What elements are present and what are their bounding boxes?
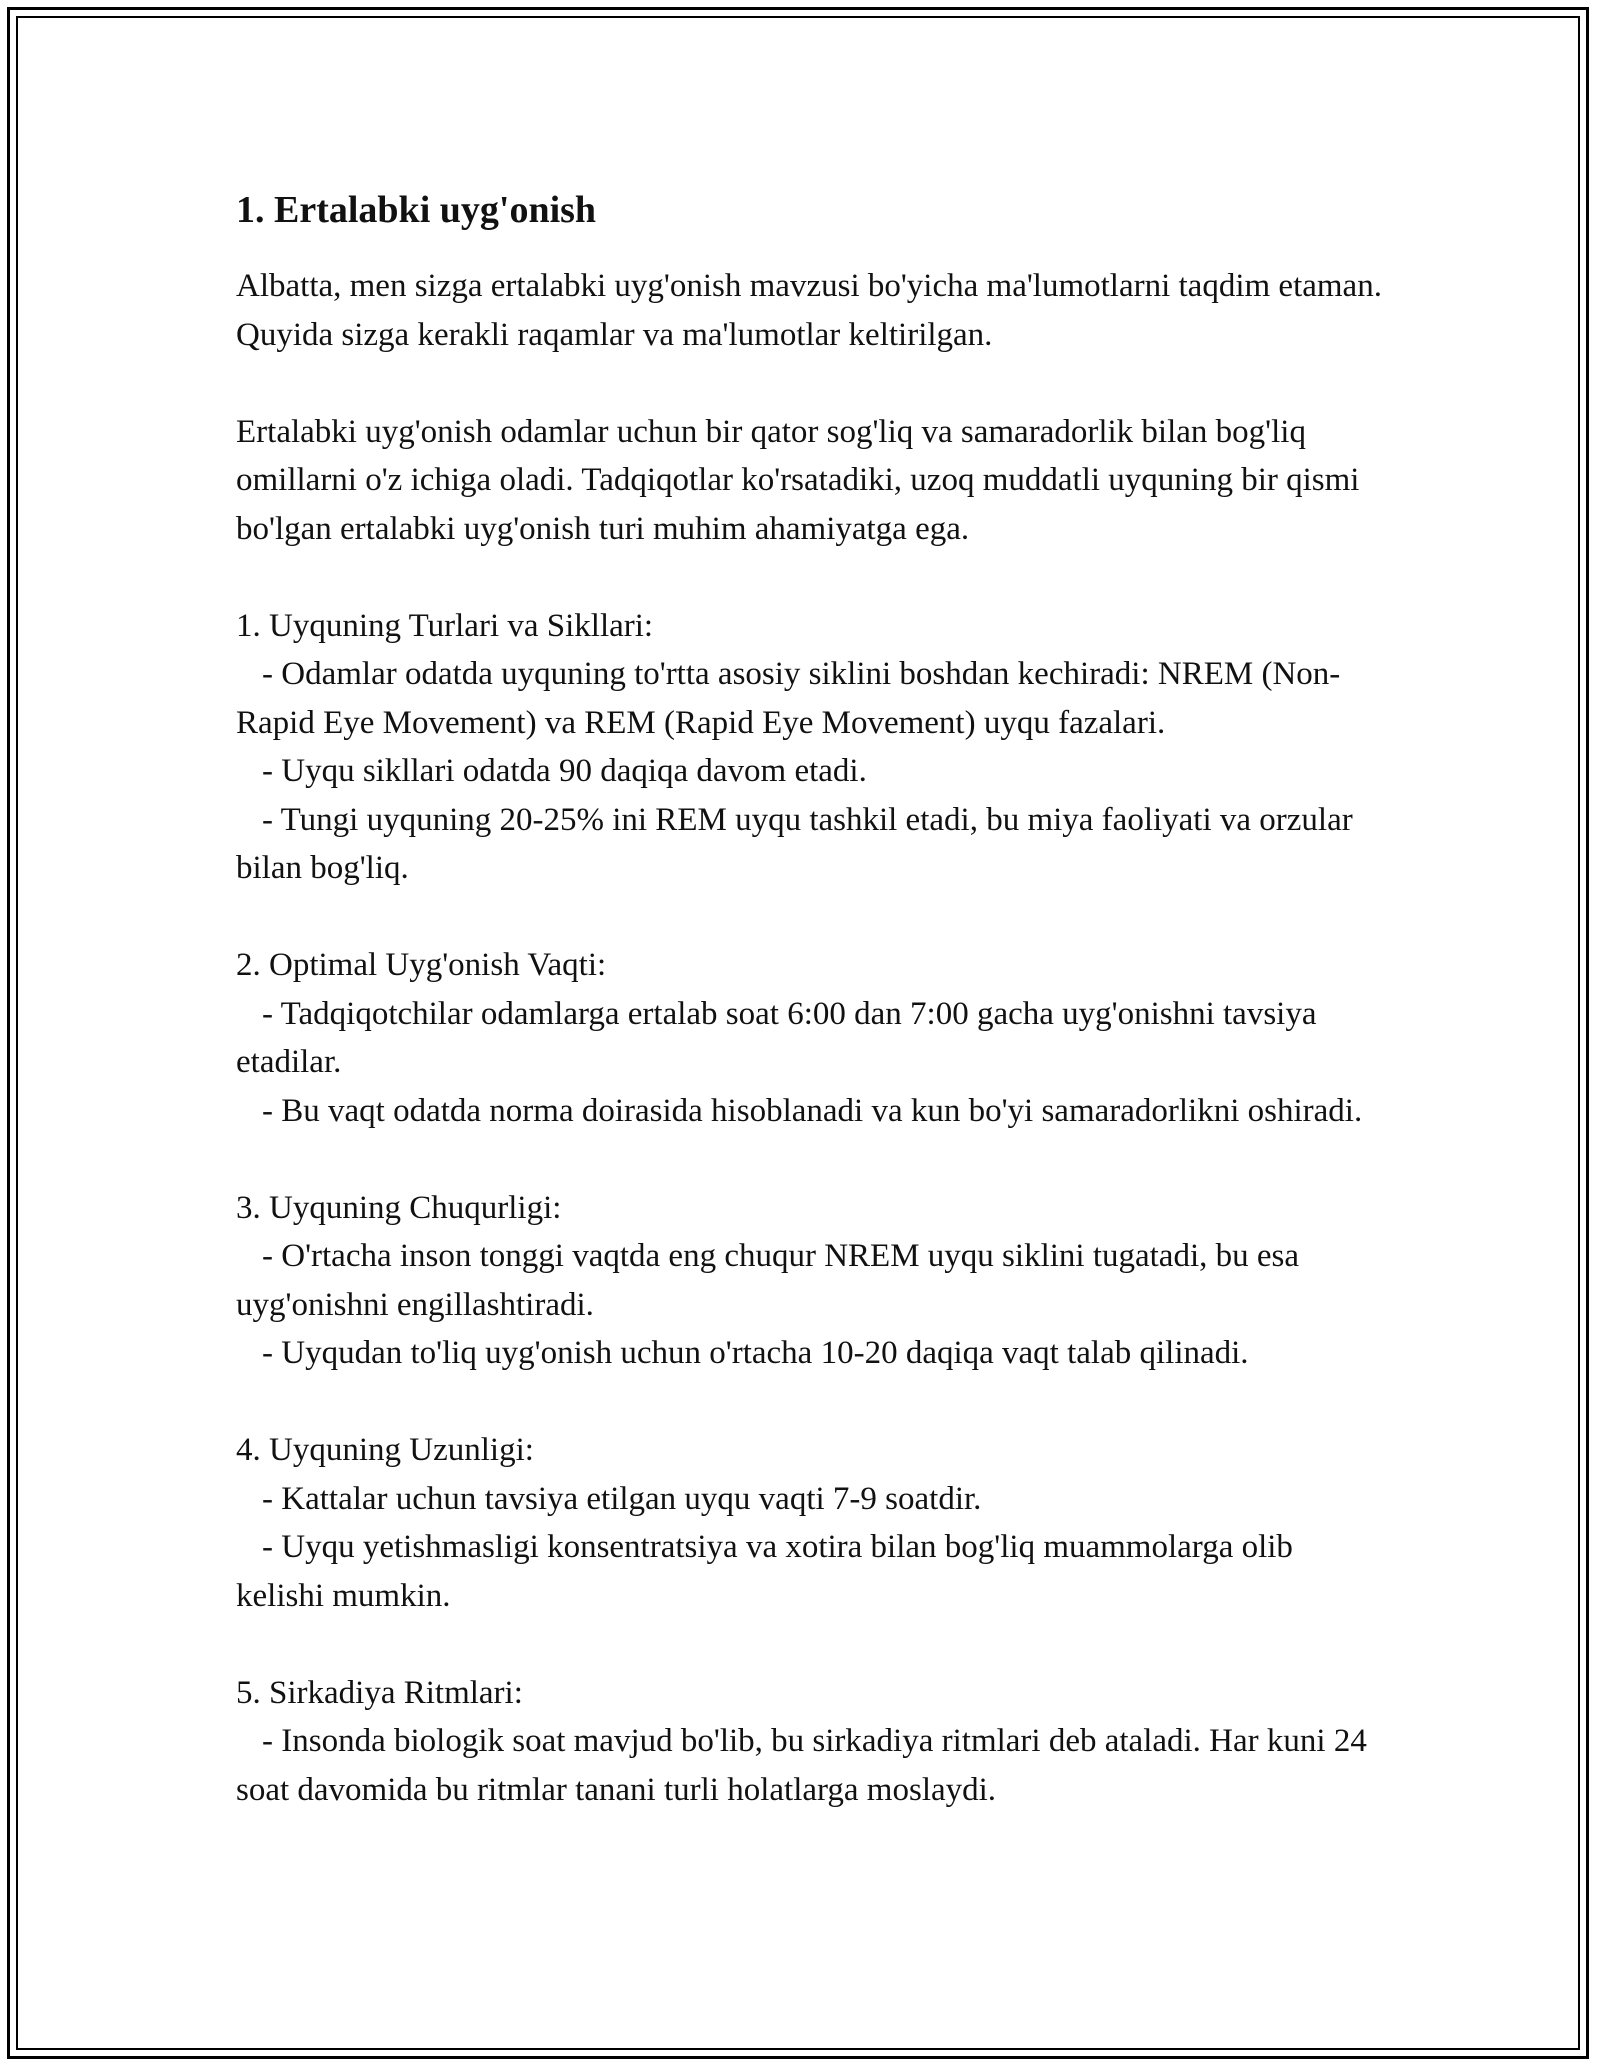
section-heading: 5. Sirkadiya Ritmlari:	[236, 1674, 523, 1711]
bullet-item: - Tadqiqotchilar odamlarga ertalab soat 6:00 dan 7:00 gacha uyg'onishni tavsiya etadilar.	[236, 990, 1386, 1087]
section-sleep-depth	[236, 1184, 1386, 1378]
section-heading: 4. Uyquning Uzunligi:	[236, 1432, 534, 1468]
bullet-item: - O'rtacha inson tonggi vaqtda eng chuqur NREM uyqu siklini tugatadi, bu esa uyg'onishni engillashtiradi.	[236, 1232, 1386, 1329]
section-optimal-wake-time	[236, 941, 1386, 1135]
bullet-item: - Uyqu yetishmasligi konsentratsiya va xotira bilan bog'liq muammolarga olib kelishi mumkin.	[236, 1523, 1386, 1620]
bullet-item: - Uyqudan to'liq uyg'onish uchun o'rtacha 10-20 daqiqa vaqt talab qilinadi.	[236, 1329, 1386, 1378]
section-heading: 2. Optimal Uyg'onish Vaqti:	[236, 947, 607, 983]
section-circadian-rhythms	[236, 1669, 1386, 1815]
bullet-item: - Kattalar uchun tavsiya etilgan uyqu vaqti 7-9 soatdir.	[236, 1475, 1386, 1524]
document-title: 1. Ertalabki uyg'onish	[236, 189, 597, 231]
overview-paragraph: Ertalabki uyg'onish odamlar uchun bir qator sog'liq va samaradorlik bilan bog'liq omillarni o'z ichiga oladi. Tadqiqotlar ko'rsatadiki, uzoq muddatli uyquning bir qismi bo'lgan ertalabki uyg'onish turi muhim ahamiyatga ega.	[236, 413, 1360, 547]
bullet-item: - Bu vaqt odatda norma doirasida hisoblanadi va kun bo'yi samaradorlikni oshiradi.	[236, 1087, 1386, 1136]
section-heading: 1. Uyquning Turlari va Sikllari:	[236, 607, 654, 644]
intro-paragraph: Albatta, men sizga ertalabki uyg'onish mavzusi bo'yicha ma'lumotlarni taqdim etaman. Quyida sizga kerakli raqamlar va ma'lumotlar keltirilgan.	[236, 268, 1382, 353]
bullet-item: - Insonda biologik soat mavjud bo'lib, bu sirkadiya ritmlari deb ataladi. Har kuni 24 soat davomida bu ritmlar tanani turli holatlarga moslaydi.	[236, 1717, 1386, 1814]
section-sleep-types	[236, 602, 1386, 893]
section-heading: 3. Uyquning Chuqurligi:	[236, 1189, 562, 1226]
section-sleep-length	[236, 1426, 1386, 1620]
bullet-item: - Uyqu sikllari odatda 90 daqiqa davom etadi.	[236, 747, 1386, 796]
bullet-item: - Odamlar odatda uyquning to'rtta asosiy siklini boshdan kechiradi: NREM (Non-Rapid Eye Movement) va REM (Rapid Eye Movement) uyqu fazalari.	[236, 650, 1386, 747]
document-body	[236, 186, 1386, 1863]
bullet-item: - Tungi uyquning 20-25% ini REM uyqu tashkil etadi, bu miya faoliyati va orzular bilan bog'liq.	[236, 796, 1386, 893]
